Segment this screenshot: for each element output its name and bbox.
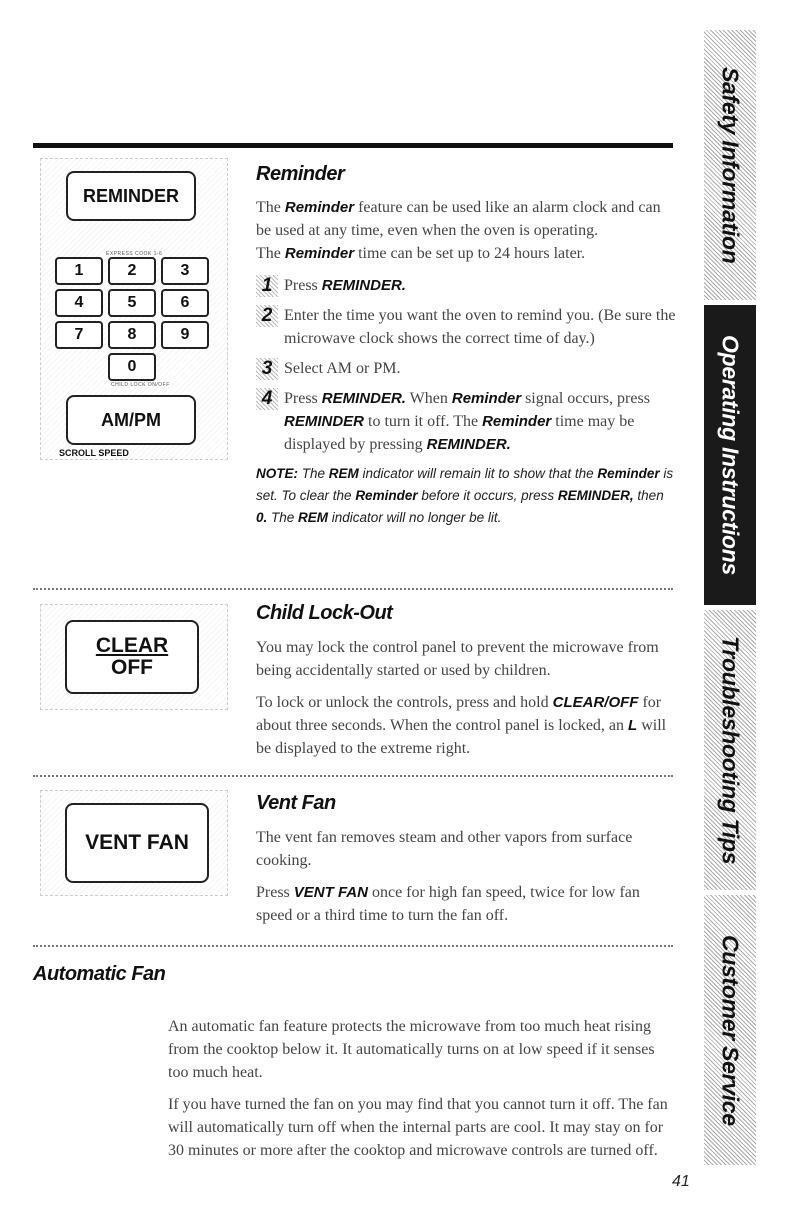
express-cook-label: EXPRESS COOK 1-6: [106, 251, 163, 257]
clear-label: CLEAR: [95, 634, 169, 657]
step-3: 3 Select AM or PM.: [256, 357, 676, 380]
clear-off-key: [65, 620, 199, 694]
tab-label: Safety Information: [717, 66, 744, 264]
tab-troubleshooting-tips: [704, 610, 756, 890]
step-2: 2 Enter the time you want the oven to remind you. (Be sure the microwave clock shows the correct time of day.): [256, 304, 676, 350]
key-6: 6: [161, 289, 209, 317]
divider: [33, 588, 673, 590]
tab-label: Troubleshooting Tips: [717, 635, 744, 865]
child-lockout-p2: To lock or unlock the controls, press and hold CLEAR/OFF for about three seconds. When the control panel is locked, an L will be displayed to the extreme right.: [256, 694, 667, 757]
vent-fan-key: VENT FAN: [65, 803, 209, 883]
page-number: 41: [672, 1173, 690, 1190]
scroll-speed-label: SCROLL SPEED: [59, 448, 129, 458]
vent-fan-p2: Press VENT FAN once for high fan speed, twice for low fan speed or a third time to turn the fan off.: [256, 884, 640, 924]
vent-fan-body: [256, 826, 676, 936]
automatic-fan-p2: If you have turned the fan on you may find that you cannot turn it off. The fan will automatically turn off when the internal parts are cool. It may stay on for 30 minutes or more after the cooktop and microwave controls are turned off.: [168, 1096, 668, 1159]
divider: [33, 775, 673, 777]
child-lockout-p1: You may lock the control panel to prevent the microwave from being accidentally started or used by children.: [256, 639, 659, 679]
vent-fan-p1: The vent fan removes steam and other vapors from surface cooking.: [256, 829, 633, 869]
reminder-title: Reminder: [256, 163, 345, 185]
reminder-key: REMINDER: [66, 171, 196, 221]
key-2: 2: [108, 257, 156, 285]
tab-label: Customer Service: [717, 934, 744, 1126]
key-5: 5: [108, 289, 156, 317]
key-9: 9: [161, 321, 209, 349]
step-4: 4 Press REMINDER. When Reminder signal occurs, press REMINDER to turn it off. The Reminder time may be displayed by pressing REMINDER.: [256, 387, 676, 456]
key-0: 0: [108, 353, 156, 381]
vent-fan-illustration: [40, 790, 228, 896]
key-1: 1: [55, 257, 103, 285]
tab-safety-information: [704, 30, 756, 300]
divider: [33, 945, 673, 947]
clear-off-illustration: [40, 604, 228, 710]
child-lockout-title: Child Lock-Out: [256, 602, 393, 624]
key-7: 7: [55, 321, 103, 349]
tab-customer-service: [704, 895, 756, 1165]
reminder-note: NOTE: The REM indicator will remain lit to show that the Reminder is set. To clear the Reminder before it occurs, press REMINDER, then 0. The REM indicator will no longer be lit.: [256, 466, 674, 525]
automatic-fan-title: Automatic Fan: [33, 963, 166, 985]
key-3: 3: [161, 257, 209, 285]
reminder-intro: The Reminder feature can be used like an alarm clock and can be used at any time, even when the oven is operating. The Reminder time can be set up to 24 hours later.: [256, 199, 661, 262]
tab-label: Operating Instructions: [717, 334, 744, 576]
step-1: 1 Press REMINDER.: [256, 274, 676, 297]
ampm-key: AM/PM: [66, 395, 196, 445]
vent-fan-title: Vent Fan: [256, 792, 336, 814]
automatic-fan-body: [168, 1015, 678, 1171]
reminder-body: [256, 196, 676, 529]
key-8: 8: [108, 321, 156, 349]
child-lockout-body: [256, 636, 676, 769]
off-label: OFF: [111, 656, 153, 679]
reminder-keypad-illustration: [40, 158, 228, 460]
top-rule: [33, 143, 673, 148]
child-lock-label: CHILD LOCK ON/OFF: [111, 382, 170, 388]
automatic-fan-p1: An automatic fan feature protects the microwave from too much heat rising from the cooktop below it. It automatically turns on at low speed if it senses too much heat.: [168, 1018, 655, 1081]
tab-operating-instructions: [704, 305, 756, 605]
key-4: 4: [55, 289, 103, 317]
